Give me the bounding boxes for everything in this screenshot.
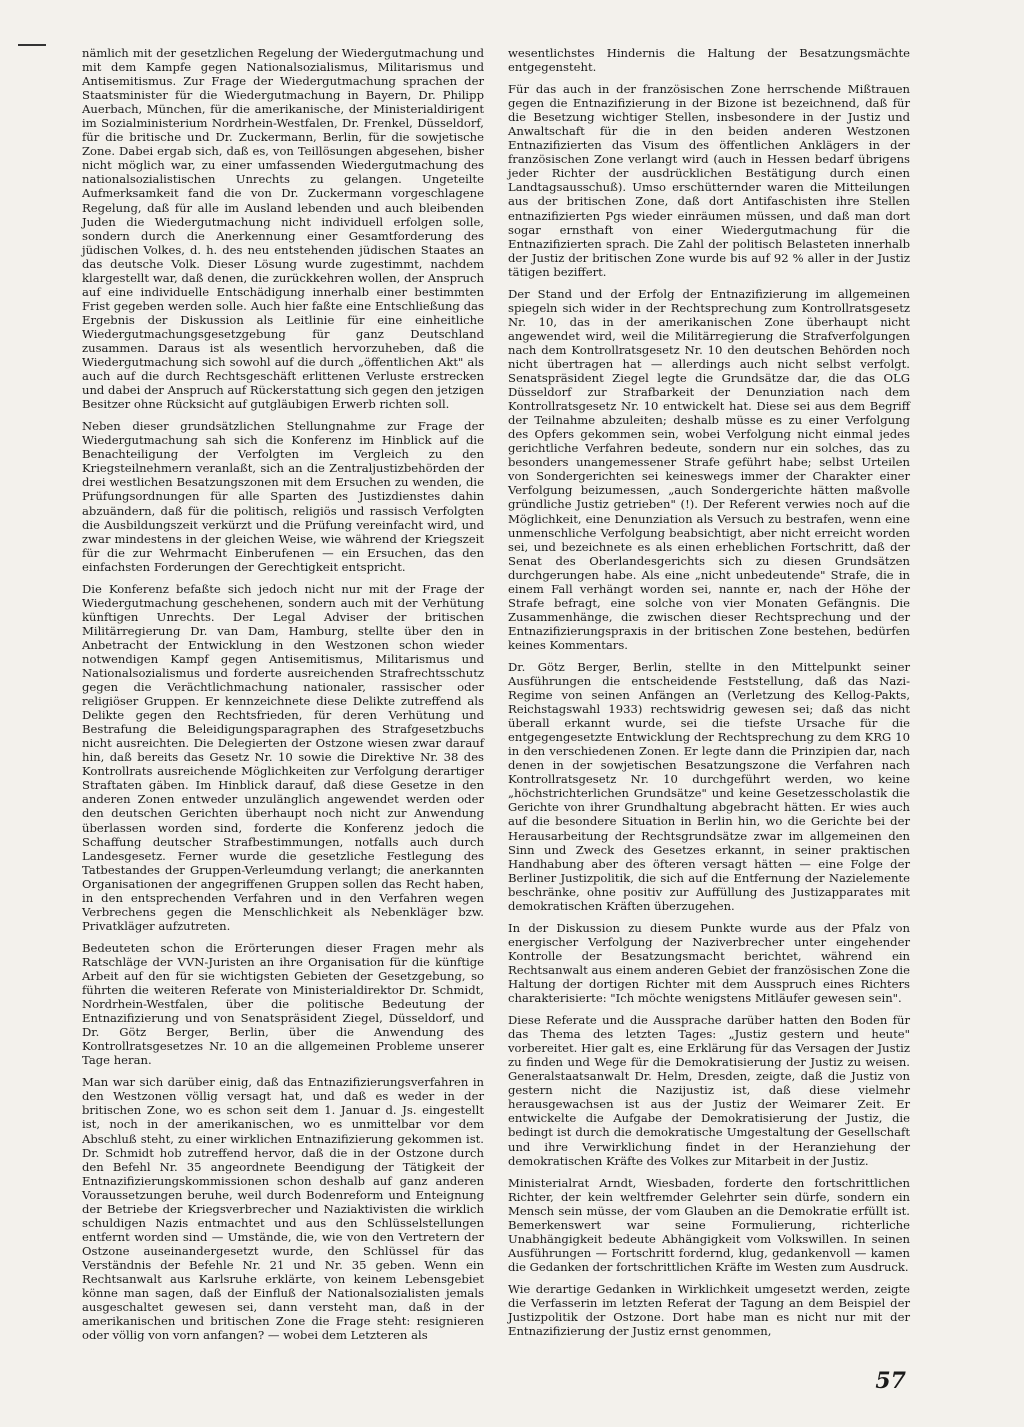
left-paragraph-4: Bedeuteten schon die Erörterungen dieser Fragen mehr als Ratschläge der VVN-Juristen an ihre Organisation für die künftige Arbeit auf den für sie wichtigsten Gebieten der Gesetzgebung, so führten die weiteren Referate von Ministerialdirektor Dr. Schmidt, Nordrhein-Westfalen, über die politische Bedeutung der Entnazifizierung und von Senatspräsident Ziegel, Düsseldorf, und Dr. Götz Berger, Berlin, über die Anwendung des Kontrollratsgesetzes Nr. 10 an die allgemeinen Probleme unserer Tage heran. bbox=[82, 940, 484, 1068]
page-number: 57 bbox=[875, 1368, 906, 1394]
right-paragraph-7: Ministerialrat Arndt, Wiesbaden, forderte den fortschrittlichen Richter, der kein weltfremder Gelehrter sein dürfe, sondern ein Mensch sein müsse, der vom Glauben an die Demokratie erfüllt ist. Bemerkenswert war seine Formulierung, richterliche Unabhängigkeit bedeute Abhängigkeit vom Volkswillen. In seinen Ausführungen — Fortschritt fordernd, klug, gedankenvoll — kamen die Gedanken der fortschrittlichen Kräfte im Westen zum Ausdruck. bbox=[508, 1175, 910, 1274]
right-paragraph-6: Diese Referate und die Aussprache darüber hatten den Boden für das Thema des letzten Tages: „Justiz gestern und heute" vorbereitet. Hier galt es, eine Erklärung für das Versagen der Justiz zu finden und Wege für die Demokratisierung der Justiz zu weisen. Generalstaatsanwalt Dr. Helm, Dresden, zeigte, daß die Justiz von gestern nicht die Nazijustiz ist, daß diese vielmehr herausgewachsen ist aus der Justiz der Weimarer Zeit. Er entwickelte die Aufgabe der Demokratisierung der Justiz, die bedingt ist durch die demokratische Umgestaltung der Gesellschaft und ihre Verwirklichung findet in der Heranziehung der demokratischen Kräfte des Volkes zur Mitarbeit in der Justiz. bbox=[508, 1013, 910, 1168]
right-paragraph-4: Dr. Götz Berger, Berlin, stellte in den Mittelpunkt seiner Ausführungen die entscheidende Feststellung, daß das Nazi-Regime von seinen Anfängen an (Verletzung des Kellog-Pakts, Reichstagswahl 1933) rechtswidrig gewesen sei; daß das nicht überall erkannt wurde, sei die tiefste Ursache für die entgegengesetzte Entwicklung der Rechtsprechung zu dem KRG 10 in den verschiedenen Zonen. Er legte dann die Prinzipien dar, nach denen in der sowjetischen Besatzungszone die Verfahren nach Kontrollratsgesetz Nr. 10 durchgeführt werden, wo keine „höchstrichterlichen Grundsätze" und keine Gesetzesscholastik die Gerichte von ihrer Grundhaltung abgebracht hätten. Er wies auch auf die besondere Situation in Berlin hin, wo die Gerichte bei der Herausarbeitung der Rechtsgrundsätze zwar im allgemeinen den Sinn und Zweck des Gesetzes erkannt, in seiner praktischen Handhabung aber des öfteren versagt hätten — eine Folge der Berliner Justizpolitik, die sich auf die Entfernung der Nazielemente beschränke, ohne positiv zur Auffüllung des Justizapparates mit demokratischen Kräften überzugehen. bbox=[508, 659, 910, 913]
left-paragraph-2: Neben dieser grundsätzlichen Stellungnahme zur Frage der Wiedergutmachung sah sich die Konferenz im Hinblick auf die Benachteiligung der Verfolgten im Vergleich zu den Kriegsteilnehmern veranlaßt, sich an die Zentraljustizbehörden der drei westlichen Besatzungszonen mit dem Ersuchen zu wenden, die Prüfungsordnungen für alle Sparten des Justizdienstes dahin abzuändern, daß für die politisch, religiös und rassisch Verfolgten die Ausbildungszeit verkürzt und die Prüfung vereinfacht wird, und zwar mindestens in der gleichen Weise, wie während der Kriegszeit für die zur Wehrmacht Einberufenen — ein Ersuchen, das den einfachsten Forderungen der Gerechtigkeit entspricht. bbox=[82, 419, 484, 574]
right-column bbox=[508, 46, 910, 1338]
left-paragraph-1: nämlich mit der gesetzlichen Regelung der Wiedergutmachung und mit dem Kampfe gegen Nationalsozialismus, Militarismus und Antisemitismus. Zur Frage der Wiedergutmachung sprachen der Staatsminister für die Wiedergutmachung in Bayern, Dr. Philipp Auerbach, München, für die amerikanische, der Ministerialdirigent im Sozialministerium Nordrhein-Westfalen, Dr. Frenkel, Düsseldorf, für die britische und Dr. Zuckermann, Berlin, für die sowjetische Zone. Dabei ergab sich, daß es, von Teillösungen abgesehen, bisher nicht möglich war, zu einer umfassenden Wiedergutmachung des nationalsozialistischen Unrechts zu gelangen. Ungeteilte Aufmerksamkeit fand die von Dr. Zuckermann vorgeschlagene Regelung, daß für alle im Ausland lebenden und auch bleibenden Juden die Wiedergutmachung nicht individuell erfolgen solle, sondern durch die Anerkennung einer Gesamtforderung des jüdischen Volkes, d. h. des neu entstehenden jüdischen Staates an das deutsche Volk. Dieser Lösung wurde zugestimmt, nachdem klargestellt war, daß denen, die zurückkehren wollen, der Anspruch auf eine individuelle Entschädigung innerhalb einer bestimmten Frist gegeben werden solle. Auch hier faßte eine Entschließung das Ergebnis der Diskussion als Leitlinie für eine einheitliche Wiedergutmachungsgesetzgebung für ganz Deutschland zusammen. Daraus ist als wesentlich hervorzuheben, daß die Wiedergutmachung sich sowohl auf die durch „öffentlichen Akt" als auch auf die durch Rechtsgeschäft erlittenen Verluste erstrecken und dabei der Anspruch auf Rückerstattung sich gegen den jetzigen Besitzer ohne Rücksicht auf gutgläubigen Erwerb richten soll. bbox=[82, 46, 484, 412]
right-paragraph-2: Für das auch in der französischen Zone herrschende Mißtrauen gegen die Entnazifizierung in der Bizone ist bezeichnend, daß für die Besetzung wichtiger Stellen, insbesondere in der Justiz und Anwaltschaft für die in den beiden anderen Westzonen Entnazifizierten das Visum des öffentlichen Anklägers in der französischen Zone verlangt wird (auch in Hessen bedarf übrigens jeder Richter der ausdrücklichen Bestätigung durch einen Landtagsausschuß). Umso erschütternder waren die Mitteilungen aus der britischen Zone, daß dort Antifaschisten ihre Stellen entnazifizierten Pgs wieder einräumen müssen, und daß man dort sogar ernsthaft von einer Wiedergutmachung für die Entnazifizierten sprach. Die Zahl der politisch Belasteten innerhalb der Justiz der britischen Zone wurde bis auf 92 % aller in der Justiz tätigen beziffert. bbox=[508, 82, 910, 279]
right-paragraph-1: wesentlichstes Hindernis die Haltung der Besatzungsmächte entgegensteht. bbox=[508, 46, 910, 75]
right-paragraph-3: Der Stand und der Erfolg der Entnazifizierung im allgemeinen spiegeln sich wider in der Rechtsprechung zum Kontrollratsgesetz Nr. 10, das in der amerikanischen Zone überhaupt nicht angewendet wird, weil die Militärregierung die Strafverfolgungen nach dem Kontrollratsgesetz Nr. 10 den deutschen Behörden noch nicht übertragen hat — allerdings auch nicht selbst verfolgt. Senatspräsident Ziegel legte die Grundsätze dar, die das OLG Düsseldorf zur Strafbarkeit der Denunziation nach dem Kontrollratsgesetz Nr. 10 entwickelt hat. Diese sei aus dem Begriff der Teilnahme abzuleiten; deshalb müsse es zu einer Verfolgung des Opfers gekommen sein, wobei Verfolgung nicht einmal jedes gerichtliche Verfahren bedeute, sondern nur ein solches, das zu besonders unangemessener Strafe geführt habe; selbst Urteilen von Sondergerichten sei keineswegs immer der Charakter einer Verfolgung beizumessen, „auch Sondergerichte hätten maßvolle gründliche Justiz getrieben" (!). Der Referent verwies noch auf die Möglichkeit, eine Denunziation als Versuch zu bestrafen, wenn eine unmenschliche Verfolgung beabsichtigt, aber nicht erreicht worden sei, und bezeichnete es als einen erheblichen Fortschritt, daß der Senat des Oberlandesgerichts sich zu diesen Grundsätzen durchgerungen habe. Als eine „nicht unbedeutende" Strafe, die in einem Fall verhängt worden sei, nannte er, nach der Höhe der Strafe befragt, eine solche von vier Monaten Gefängnis. Die Zusammenhänge, die zwischen dieser Rechtsprechung und der Entnazifizierungspraxis in der britischen Zone bestehen, bedürfen keines Kommentars. bbox=[508, 286, 910, 652]
left-paragraph-5: Man war sich darüber einig, daß das Entnazifizierungsverfahren in den Westzonen völlig versagt hat, und daß es weder in der britischen Zone, wo es schon seit dem 1. Januar d. Js. eingestellt ist, noch in der amerikanischen, wo es unmittelbar vor dem Abschluß steht, zu einer wirklichen Entnazifizierung gekommen ist. Dr. Schmidt hob zutreffend hervor, daß die in der Ostzone durch den Befehl Nr. 35 angeordnete Beendigung der Tätigkeit der Entnazifizierungskommissionen schon deshalb auf ganz anderen Voraussetzungen beruhe, weil durch Bodenreform und Enteignung der Betriebe der Kriegsverbrecher und Naziaktivisten die wirklich schuldigen Nazis entmachtet und aus den Schlüsselstellungen entfernt worden sind — Umstände, die, wie von den Vertretern der Ostzone auseinandergesetzt wurde, den Schlüssel für das Verständnis der Befehle Nr. 21 und Nr. 35 geben. Wenn ein Rechtsanwalt aus Karlsruhe erklärte, von keinem Lebensgebiet könne man sagen, daß der Einfluß der Nationalsozialisten jemals ausgeschaltet gewesen sei, dann versteht man, daß in der amerikanischen und britischen Zone die Frage steht: resignieren oder völlig von vorn anfangen? — wobei dem Letzteren als bbox=[82, 1075, 484, 1343]
right-paragraph-5: In der Diskussion zu diesem Punkte wurde aus der Pfalz von energischer Verfolgung der Naziverbrecher unter eingehender Kontrolle der Besatzungsmacht berichtet, während ein Rechtsanwalt aus einem anderen Gebiet der französischen Zone die Haltung der dortigen Richter mit dem Ausspruch eines Richters charakterisierte: "Ich möchte wenigstens Mitläufer gewesen sein". bbox=[508, 920, 910, 1006]
left-paragraph-3: Die Konferenz befaßte sich jedoch nicht nur mit der Frage der Wiedergutmachung geschehenen, sondern auch mit der Verhütung künftigen Unrechts. Der Legal Adviser der britischen Militärregierung Dr. van Dam, Hamburg, stellte über den in Anbetracht der Entwicklung in den Westzonen schon wieder notwendigen Kampf gegen Antisemitismus, Militarismus und Nationalsozialismus und forderte ausreichenden Strafrechtsschutz gegen die Verächtlichmachung nationaler, rassischer oder religiöser Gruppen. Er kennzeichnete diese Delikte zutreffend als Delikte gegen den Rechtsfrieden, für deren Verhütung und Bestrafung die Beleidigungsparagraphen des Strafgesetzbuchs nicht ausreichten. Die Delegierten der Ostzone wiesen zwar darauf hin, daß bereits das Gesetz Nr. 10 sowie die Direktive Nr. 38 des Kontrollrats ausreichende Möglichkeiten zur Verfolgung derartiger Straftaten gäben. Im Hinblick darauf, daß diese Gesetze in den anderen Zonen entweder unzulänglich angewendet werden oder den deutschen Gerichten überhaupt noch nicht zur Anwendung überlassen worden sind, forderte die Konferenz jedoch die Schaffung deutscher Strafbestimmungen, notfalls auch durch Landesgesetz. Ferner wurde die gesetzliche Festlegung des Tatbestandes der Gruppen-Verleumdung verlangt; die anerkannten Organisationen der angegriffenen Gruppen sollen das Recht haben, in den entsprechenden Verfahren und in den Verfahren wegen Verbrechens gegen die Menschlichkeit als Nebenkläger bzw. Privatkläger aufzutreten. bbox=[82, 581, 484, 933]
margin-rule bbox=[18, 44, 46, 46]
left-column bbox=[82, 46, 484, 1342]
right-paragraph-8: Wie derartige Gedanken in Wirklichkeit umgesetzt werden, zeigte die Verfasserin im letzten Referat der Tagung an dem Beispiel der Justizpolitik der Ostzone. Dort habe man es nicht nur mit der Entnazifizierung der Justiz ernst genommen, bbox=[508, 1281, 910, 1339]
